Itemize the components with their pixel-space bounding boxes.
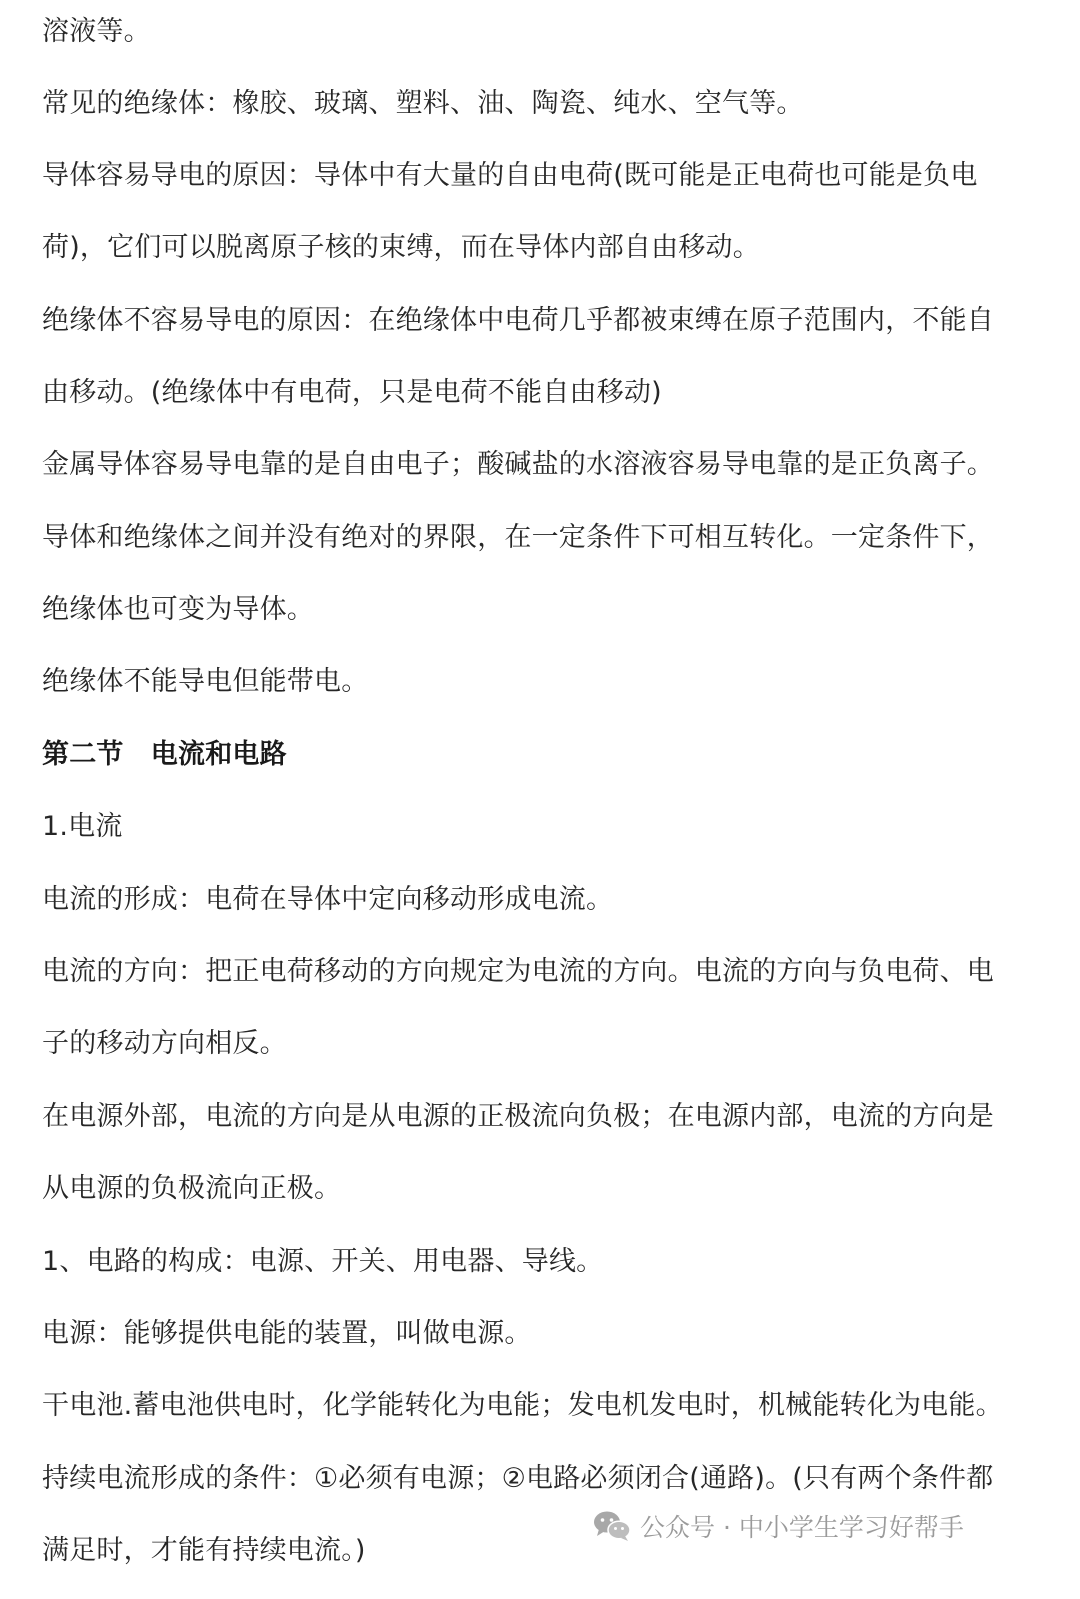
text-line: 持续电流形成的条件：①必须有电源；②电路必须闭合(通路)。(只有两个条件都 [42,1463,994,1494]
text-line: 荷)，它们可以脱离原子核的束缚，而在导体内部自由移动。 [42,232,760,263]
text-line: 在电源外部，电流的方向是从电源的正极流向负极；在电源内部，电流的方向是 [42,1101,994,1132]
wechat-icon [592,1509,632,1543]
text-line: 子的移动方向相反。 [42,1028,287,1059]
text-line: 绝缘体也可变为导体。 [42,594,314,625]
text-line: 满足时，才能有持续电流。) [42,1535,366,1566]
text-line: 电流的形成：电荷在导体中定向移动形成电流。 [42,884,614,915]
watermark [592,1508,964,1544]
text-line: 1、电路的构成：电源、开关、用电器、导线。 [42,1246,604,1277]
watermark-text: 公众号 · 中小学生学习好帮手 [640,1513,964,1542]
text-line: 金属导体容易导电靠的是自由电子；酸碱盐的水溶液容易导电靠的是正负离子。 [42,449,994,480]
section-heading: 第二节 电流和电路 [42,739,287,770]
text-line: 电源：能够提供电能的装置，叫做电源。 [42,1318,532,1349]
text-line: 干电池.蓄电池供电时，化学能转化为电能；发电机发电时，机械能转化为电能。 [42,1390,1003,1421]
text-line: 从电源的负极流向正极。 [42,1173,342,1204]
text-line: 绝缘体不能导电但能带电。 [42,666,369,697]
text-line: 电流的方向：把正电荷移动的方向规定为电流的方向。电流的方向与负电荷、电 [42,956,994,987]
text-line: 1.电流 [42,811,123,842]
text-line: 导体容易导电的原因：导体中有大量的自由电荷(既可能是正电荷也可能是负电 [42,160,978,191]
text-line: 由移动。(绝缘体中有电荷，只是电荷不能自由移动) [42,377,662,408]
text-line: 常见的绝缘体：橡胶、玻璃、塑料、油、陶瓷、纯水、空气等。 [42,88,804,119]
text-line: 溶液等。 [42,16,151,47]
text-line: 导体和绝缘体之间并没有绝对的界限，在一定条件下可相互转化。一定条件下， [42,522,994,553]
text-line: 绝缘体不容易导电的原因：在绝缘体中电荷几乎都被束缚在原子范围内，不能自 [42,305,994,336]
